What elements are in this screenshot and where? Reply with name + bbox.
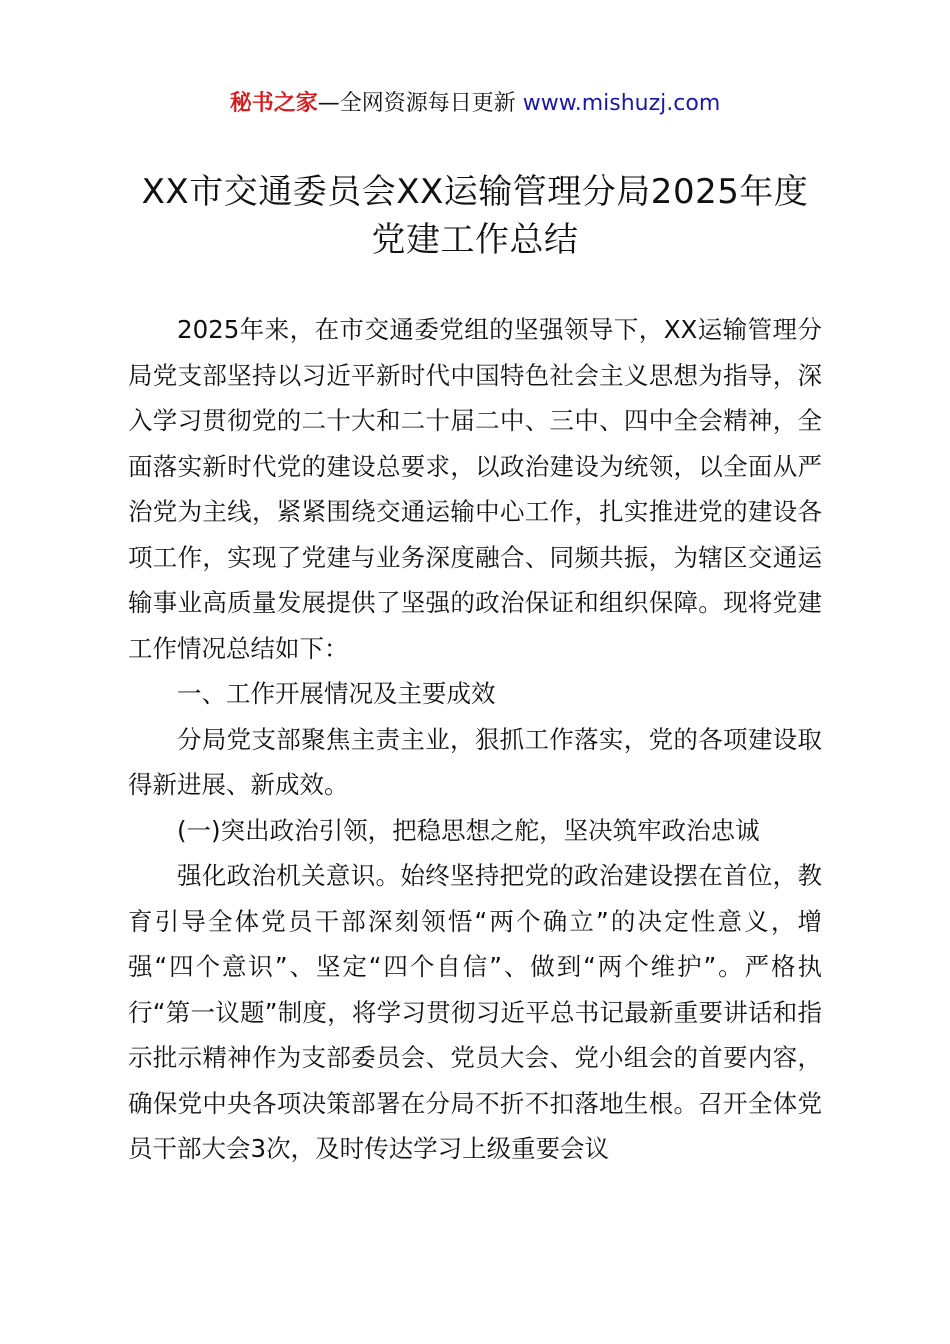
- brand-name: 秘书之家: [229, 91, 318, 116]
- subsection-heading-1: (一)突出政治引领，把稳思想之舵，坚决筑牢政治忠诚: [177, 815, 760, 845]
- watermark-header: [0, 88, 950, 120]
- section-heading-1: 一、工作开展情况及主要成效: [177, 679, 496, 708]
- document-body: [128, 307, 822, 1172]
- site-url-link[interactable]: www.mishuzj.com: [522, 91, 721, 116]
- body-paragraph: 强化政治机关意识。始终坚持把党的政治建设摆在首位，教育引导全体党员干部深刻领悟“两个确立”的决定性意义，增强“四个意识”、坚定“四个自信”、做到“两个维护”。严格执行“第一议题”制度，将学习贯彻习近平总书记最新重要讲话和指示批示精神作为支部委员会、党员大会、党小组会的首要内容，确保党中央各项决策部署在分局不折不扣落地生根。召开全体党员干部大会3次，及时传达学习上级重要会议: [128, 861, 822, 1163]
- intro-paragraph: 2025年来，在市交通委党组的坚强领导下，XX运输管理分局党支部坚持以习近平新时代中国特色社会主义思想为指导，深入学习贯彻党的二十大和二十届二中、三中、四中全会精神，全面落实新时代党的建设总要求，以政治建设为统领，以全面从严治党为主线，紧紧围绕交通运输中心工作，扎实推进党的建设各项工作，实现了党建与业务深度融合、同频共振，为辖区交通运输事业高质量发展提供了坚强的政治保证和组织保障。现将党建工作情况总结如下：: [128, 315, 822, 663]
- section-intro-paragraph: 分局党支部聚焦主责主业，狠抓工作落实，党的各项建设取得新进展、新成效。: [128, 724, 822, 799]
- header-slogan: —全网资源每日更新: [317, 91, 523, 116]
- document-title: XX市交通委员会XX运输管理分局2025年度党建工作总结: [141, 172, 809, 260]
